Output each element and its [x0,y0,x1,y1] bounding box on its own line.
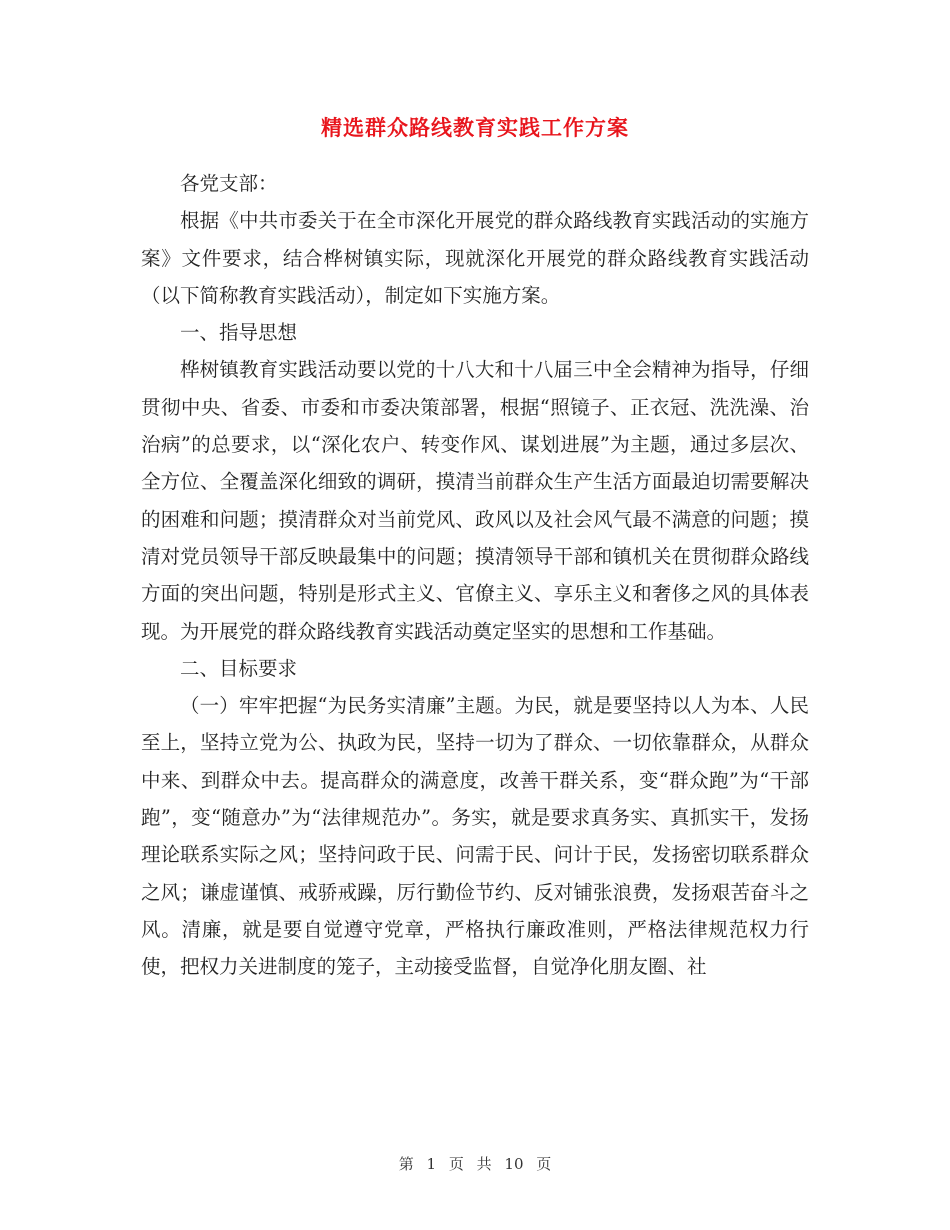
document-title: 精选群众路线教育实践工作方案 [321,115,629,140]
footer-suffix: 页 [536,1155,552,1173]
footer-total-pages: 10 [504,1155,524,1173]
section-heading-2: 二、目标要求 [180,656,298,680]
footer-prefix: 第 [398,1155,414,1173]
footer-page-label: 页 [448,1155,464,1173]
section-heading-1: 一、指导思想 [180,321,298,345]
salutation: 各党支部： [180,172,278,195]
footer-page-number: 1 [426,1155,437,1173]
paragraph-intro: 根据《中共市委关于在全市深化开展党的群众路线教育实践活动的实施方案》文件要求，结合桦树镇实际，现就深化开展党的群众路线教育实践活动（以下简称教育实践活动），制定如下实施方案。 [141,209,809,307]
paragraph-guiding-ideology: 桦树镇教育实践活动要以党的十八大和十八届三中全会精神为指导，仔细贯彻中央、省委、市委和市委决策部署，根据“照镜子、正衣冠、洗洗澡、治治病”的总要求，以“深化农户、转变作风、谋划进展”为主题，通过多层次、全方位、全覆盖深化细致的调研，摸清当前群众生产生活方面最迫切需要解决的困难和问题；摸清群众对当前党风、政风以及社会风气最不满意的问题；摸清对党员领导干部反映最集中的问题；摸清领导干部和镇机关在贯彻群众路线方面的突出问题，特别是形式主义、官僚主义、享乐主义和奢侈之风的具体表现。为开展党的群众路线教育实践活动奠定坚实的思想和工作基础。 [141,358,809,643]
page-footer [0,1152,950,1176]
paragraph-goals: （一）牢牢把握“为民务实清廉”主题。为民，就是要坚持以人为本、人民至上，坚持立党为公、执政为民，坚持一切为了群众、一切依靠群众，从群众中来、到群众中去。提高群众的满意度，改善干群关系，变“群众跑”为“干部跑”，变“随意办”为“法律规范办”。务实，就是要求真务实、真抓实干，发扬理论联系实际之风；坚持问政于民、问需于民、问计于民，发扬密切联系群众之风；谦虚谨慎、戒骄戒躁，厉行勤俭节约、反对铺张浪费，发扬艰苦奋斗之风。清廉，就是要自觉遵守党章，严格执行廉政准则，严格法律规范权力行使，把权力关进制度的笼子，主动接受监督，自觉净化朋友圈、社 [141,694,809,979]
document-body [141,165,809,986]
footer-total-label: 共 [476,1155,492,1173]
